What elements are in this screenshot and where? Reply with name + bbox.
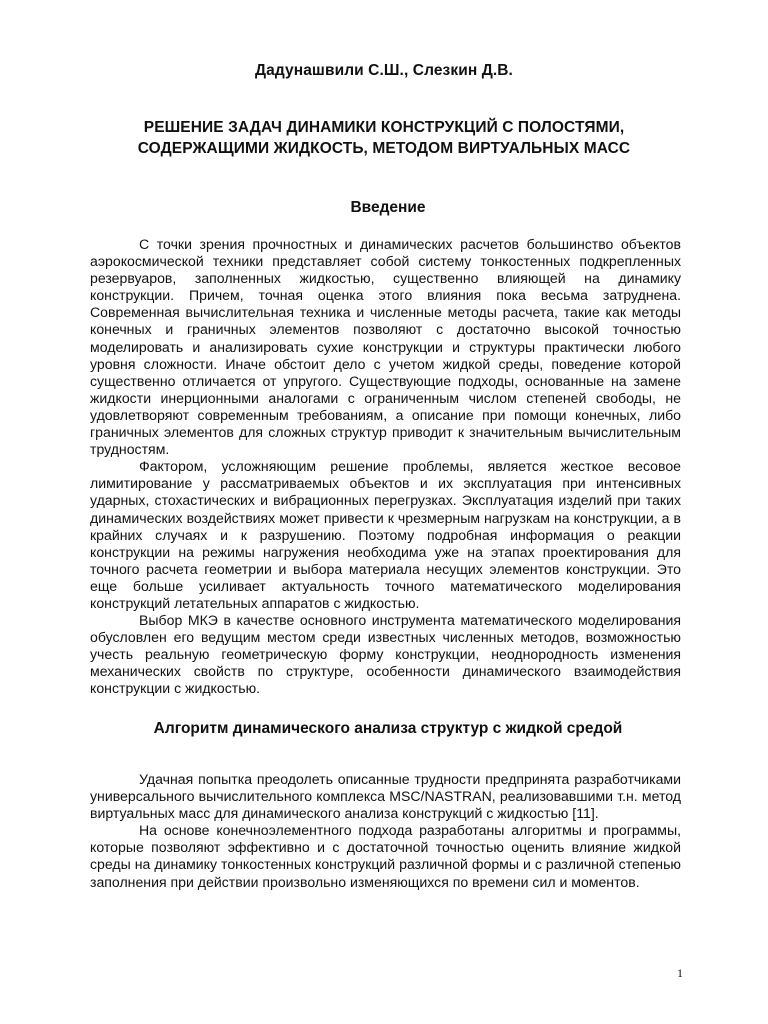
section-heading-algorithm: Алгоритм динамического анализа структур с жидкой средой (153, 720, 623, 737)
page-number: 1 (677, 966, 683, 980)
authors: Дадунашвили С.Ш., Слезкин Д.В. (255, 62, 513, 79)
paper-title (60, 117, 708, 159)
paragraph: С точки зрения прочностных и динамических расчетов большинство объектов аэрокосмической техники представляет собой систему тонкостенных подкрепленных резервуаров, заполненных жидкостью, существенно влияющей на динамику конструкции. Причем, точная оценка этого влияния пока весьма затруднена. Современная вычислительная техника и численные методы расчета, такие как методы конечных и граничных элементов позволяют с достаточно высокой точностью моделировать и анализировать сухие конструкции и структуры практически любого уровня сложности. Иначе обстоит дело с учетом жидкой среды, поведение которой существенно отличается от упругого. Существующие подходы, основанные на замене жидкости инерционными аналогами с ограниченным числом степеней свободы, не удовлетворяют современным требованиям, а описание при помощи конечных, либо граничных элементов для сложных структур приводит к значительным вычислительным трудностям. (90, 236, 681, 458)
section-heading-introduction: Введение (350, 199, 426, 216)
title-line: РЕШЕНИЕ ЗАДАЧ ДИНАМИКИ КОНСТРУКЦИЙ С ПОЛОСТЯМИ, (143, 119, 625, 136)
algorithm-body (90, 771, 681, 891)
title-line: СОДЕРЖАЩИМИ ЖИДКОСТЬ, МЕТОДОМ ВИРТУАЛЬНЫХ МАСС (137, 140, 631, 157)
paragraph: Фактором, усложняющим решение проблемы, является жесткое весовое лимитирование у рассматриваемых объектов и их эксплуатация при интенсивных ударных, стохастических и вибрационных перегрузках. Эксплуатация изделий при таких динамических воздействиях может привести к чрезмерным нагрузкам на конструкции, а в крайних случаях и к разрушению. Поэтому подробная информация о реакции конструкции на режимы нагружения необходима уже на этапах проектирования для точного расчета геометрии и выбора материала несущих элементов конструкции. Это еще больше усиливает актуальность точного математического моделирования конструкций летательных аппаратов с жидкостью. (90, 458, 681, 611)
paragraph: На основе конечноэлементного подхода разработаны алгоритмы и программы, которые позволяют эффективно и с достаточной точностью оценить влияние жидкой среды на динамику тонкостенных конструкций различной формы и с различной степенью заполнения при действии произвольно изменяющихся по времени сил и моментов. (90, 822, 681, 890)
introduction-body (90, 236, 681, 698)
paragraph: Удачная попытка преодолеть описанные трудности предпринята разработчиками универсального вычислительного комплекса MSC/NASTRAN, реализовавшими т.н. метод виртуальных масс для динамического анализа конструкций с жидкостью [11]. (90, 771, 681, 822)
paragraph: Выбор МКЭ в качестве основного инструмента математического моделирования обусловлен его ведущим местом среди известных численных методов, возможностью учесть реальную геометрическую форму конструкции, неоднородность изменения механических свойств по структуре, особенности динамического взаимодействия конструкции с жидкостью. (90, 612, 681, 697)
